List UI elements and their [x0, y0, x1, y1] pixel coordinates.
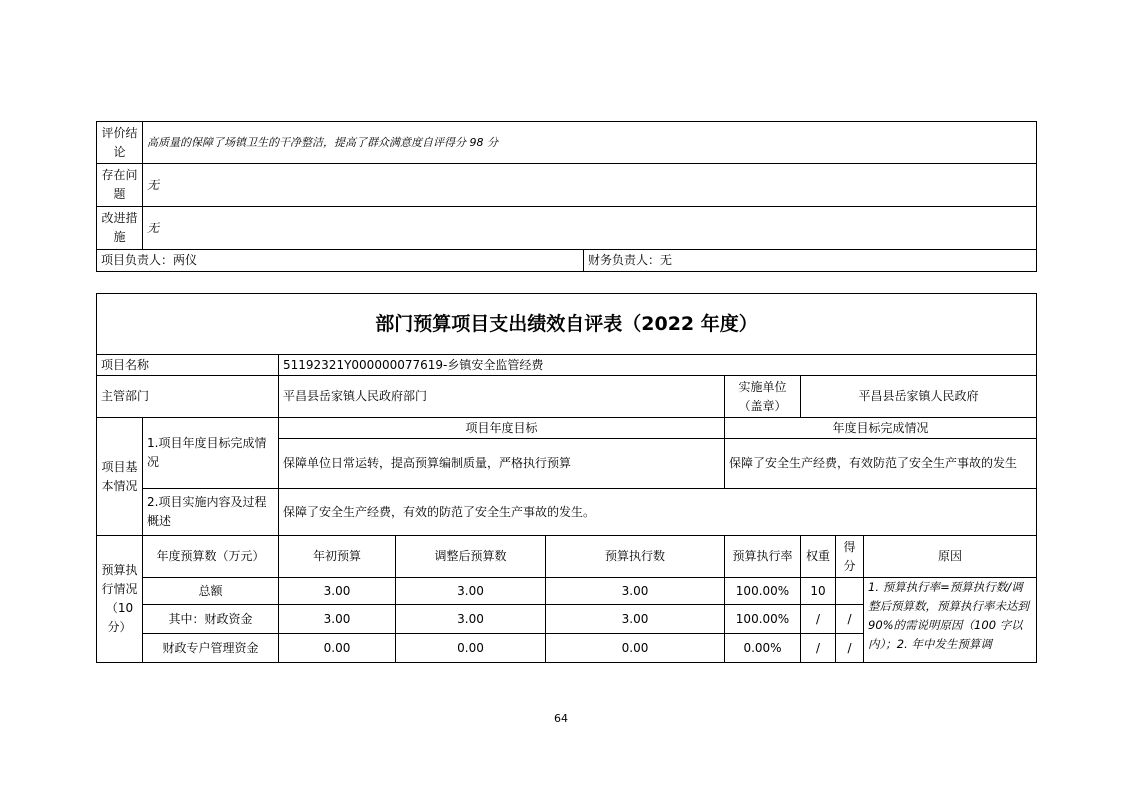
impl-content-text: 保障了安全生产经费，有效的防范了安全生产事故的发生。: [279, 489, 1037, 536]
row-label: 其中：财政资金: [143, 605, 279, 634]
row-rate: 100.00%: [725, 605, 801, 634]
header-annual-budget: 年度预算数（万元）: [143, 536, 279, 578]
row-initial: 3.00: [279, 578, 396, 605]
row-adjusted: 3.00: [396, 578, 546, 605]
page-number: 64: [554, 712, 568, 725]
improvement-label: 改进措施: [97, 207, 143, 250]
row-initial: 0.00: [279, 634, 396, 663]
project-name-label: 项目名称: [97, 355, 279, 376]
impl-unit-value: 平昌县岳家镇人民政府: [801, 376, 1037, 418]
goal-completion-label: 1.项目年度目标完成情况: [143, 418, 279, 489]
header-weight: 权重: [801, 536, 836, 578]
header-reason: 原因: [864, 536, 1037, 578]
performance-table: [96, 293, 1037, 663]
dept-label: 主管部门: [97, 376, 279, 418]
row-rate: 0.00%: [725, 634, 801, 663]
row-adjusted: 3.00: [396, 605, 546, 634]
impl-content-label: 2.项目实施内容及过程概述: [143, 489, 279, 536]
header-executed: 预算执行数: [546, 536, 725, 578]
impl-unit-label: 实施单位（盖章）: [725, 376, 801, 418]
header-adjusted: 调整后预算数: [396, 536, 546, 578]
eval-conclusion-label: 评价结论: [97, 122, 143, 164]
row-label: 财政专户管理资金: [143, 634, 279, 663]
row-weight: /: [801, 605, 836, 634]
row-rate: 100.00%: [725, 578, 801, 605]
reason-note: 1. 预算执行率=预算执行数/调整后预算数，预算执行率未达到 90%的需说明原因（100 字以内）；2. 年中发生预算调: [864, 578, 1037, 663]
header-rate: 预算执行率: [725, 536, 801, 578]
problems-text: 无: [143, 164, 1037, 207]
page-title: 部门预算项目支出绩效自评表（2022 年度）: [97, 294, 1037, 355]
row-score: /: [836, 634, 864, 663]
table-row: [97, 578, 1037, 605]
improvement-text: 无: [143, 207, 1037, 250]
evaluation-table: [96, 121, 1037, 272]
goal-completion-text: 保障了安全生产经费，有效防范了安全生产事故的发生: [725, 439, 1037, 489]
header-score: 得分: [836, 536, 864, 578]
exec-label: 预算执行情况（10分）: [97, 536, 143, 663]
project-name-value: 51192321Y000000077619-乡镇安全监管经费: [279, 355, 1037, 376]
row-adjusted: 0.00: [396, 634, 546, 663]
row-executed: 3.00: [546, 578, 725, 605]
problems-label: 存在问题: [97, 164, 143, 207]
row-initial: 3.00: [279, 605, 396, 634]
eval-conclusion-text: 高质量的保障了场镇卫生的干净整洁，提高了群众满意度自评得分 98 分: [143, 122, 1037, 164]
row-weight: 10: [801, 578, 836, 605]
basic-info-label: 项目基本情况: [97, 418, 143, 536]
row-score: [836, 578, 864, 605]
row-executed: 0.00: [546, 634, 725, 663]
finance-leader: 财务负责人：无: [584, 250, 1037, 272]
row-weight: /: [801, 634, 836, 663]
annual-goal-text: 保障单位日常运转，提高预算编制质量，严格执行预算: [279, 439, 725, 489]
goal-completion-header: 年度目标完成情况: [725, 418, 1037, 439]
project-leader: 项目负责人：两仪: [97, 250, 584, 272]
row-executed: 3.00: [546, 605, 725, 634]
row-score: /: [836, 605, 864, 634]
row-label: 总额: [143, 578, 279, 605]
dept-value: 平昌县岳家镇人民政府部门: [279, 376, 725, 418]
header-initial: 年初预算: [279, 536, 396, 578]
annual-goal-header: 项目年度目标: [279, 418, 725, 439]
